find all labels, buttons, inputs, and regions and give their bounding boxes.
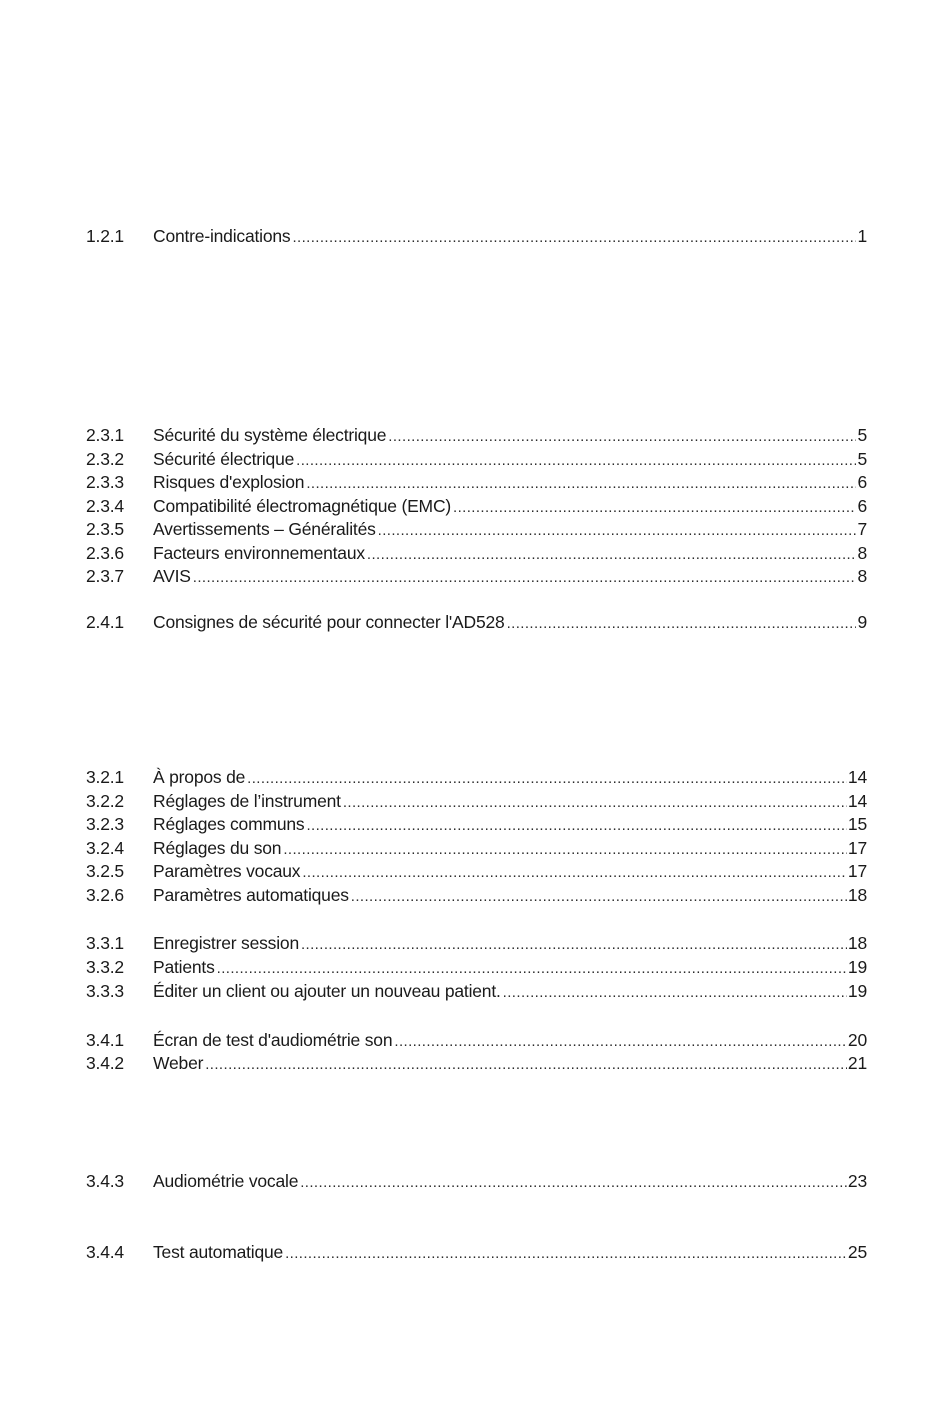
toc-entry-number: 3.3.2 — [86, 957, 124, 977]
toc-entry-number: 3.4.4 — [86, 1242, 124, 1262]
toc-entry-title: Avertissements – Généralités — [153, 519, 376, 539]
toc-entry-page: 23 — [847, 1171, 867, 1191]
dot-leader — [507, 613, 857, 635]
toc-entry-2-4-1[interactable] — [86, 611, 867, 633]
toc-entry-3-2-3[interactable] — [86, 813, 867, 835]
toc-entry-3-4-1[interactable] — [86, 1029, 867, 1051]
toc-entry-title: AVIS — [153, 566, 191, 586]
toc-entry-number: 3.2.1 — [86, 767, 124, 787]
toc-entry-page: 19 — [847, 981, 867, 1001]
toc-entry-3-4-4[interactable] — [86, 1241, 867, 1263]
toc-entry-page: 8 — [857, 566, 867, 586]
toc-entry-title: Paramètres vocaux — [153, 861, 301, 881]
dot-leader — [300, 1172, 847, 1194]
dot-leader — [343, 792, 847, 814]
toc-entry-page: 19 — [847, 957, 867, 977]
toc-entry-title: Consignes de sécurité pour connecter l'AD528 — [153, 612, 505, 632]
toc-entry-3-3-2[interactable] — [86, 956, 867, 978]
dot-leader — [217, 958, 847, 980]
dot-leader — [378, 520, 857, 542]
toc-entry-number: 3.2.5 — [86, 861, 124, 881]
dot-leader — [292, 227, 856, 249]
dot-leader — [283, 839, 847, 861]
toc-entry-number: 2.3.3 — [86, 472, 124, 492]
toc-entry-2-3-6[interactable] — [86, 542, 867, 564]
toc-entry-title: Test automatique — [153, 1242, 284, 1262]
toc-entry-page: 17 — [847, 838, 867, 858]
toc-entry-number: 2.3.7 — [86, 566, 124, 586]
toc-entry-page: 9 — [857, 612, 867, 632]
toc-entry-page: 18 — [847, 885, 867, 905]
toc-entry-title: Risques d'explosion — [153, 472, 305, 492]
toc-entry-page: 5 — [857, 425, 867, 445]
toc-entry-number: 3.2.4 — [86, 838, 124, 858]
toc-entry-title: À propos de — [153, 767, 246, 787]
toc-entry-number: 2.3.6 — [86, 543, 124, 563]
dot-leader — [205, 1054, 847, 1076]
toc-entry-number: 2.4.1 — [86, 612, 124, 632]
toc-entry-page: 18 — [847, 933, 867, 953]
toc-entry-title: Weber — [153, 1053, 204, 1073]
toc-entry-title: Éditer un client ou ajouter un nouveau patient. — [153, 981, 501, 1001]
toc-entry-number: 3.4.1 — [86, 1030, 124, 1050]
toc-entry-2-3-1[interactable] — [86, 424, 867, 446]
dot-leader — [388, 426, 856, 448]
toc-entry-3-3-3[interactable] — [86, 980, 867, 1002]
toc-entry-number: 2.3.5 — [86, 519, 124, 539]
dot-leader — [394, 1031, 847, 1053]
toc-entry-2-3-7[interactable] — [86, 565, 867, 587]
dot-leader — [247, 768, 847, 790]
toc-entry-2-3-5[interactable] — [86, 518, 867, 540]
toc-entry-page: 20 — [847, 1030, 867, 1050]
toc-entry-title: Facteurs environnementaux — [153, 543, 365, 563]
toc-entry-3-2-6[interactable] — [86, 884, 867, 906]
toc-entry-3-4-3[interactable] — [86, 1170, 867, 1192]
toc-entry-number: 3.2.3 — [86, 814, 124, 834]
toc-entry-title: Enregistrer session — [153, 933, 299, 953]
dot-leader — [367, 544, 857, 566]
toc-entry-number: 3.2.6 — [86, 885, 124, 905]
toc-entry-title: Réglages du son — [153, 838, 282, 858]
toc-entry-number: 2.3.4 — [86, 496, 124, 516]
toc-entry-title: Écran de test d'audiométrie son — [153, 1030, 393, 1050]
toc-entry-number: 2.3.1 — [86, 425, 124, 445]
dot-leader — [301, 934, 847, 956]
toc-entry-page: 21 — [847, 1053, 867, 1073]
toc-entry-title: Audiométrie vocale — [153, 1171, 299, 1191]
toc-entry-3-2-2[interactable] — [86, 790, 867, 812]
toc-entry-number: 1.2.1 — [86, 226, 124, 246]
toc-entry-3-4-2[interactable] — [86, 1052, 867, 1074]
toc-entry-2-3-2[interactable] — [86, 448, 867, 470]
toc-entry-page: 6 — [857, 496, 867, 516]
toc-entry-3-2-1[interactable] — [86, 766, 867, 788]
dot-leader — [306, 473, 856, 495]
toc-entry-title: Réglages de l’instrument — [153, 791, 341, 811]
toc-entry-title: Sécurité du système électrique — [153, 425, 387, 445]
toc-entry-page: 15 — [847, 814, 867, 834]
toc-entry-number: 3.4.2 — [86, 1053, 124, 1073]
dot-leader — [306, 815, 846, 837]
toc-entry-page: 1 — [857, 226, 867, 246]
toc-entry-page: 7 — [857, 519, 867, 539]
toc-entry-number: 2.3.2 — [86, 449, 124, 469]
toc-entry-number: 3.2.2 — [86, 791, 124, 811]
toc-entry-title: Sécurité électrique — [153, 449, 295, 469]
toc-entry-title: Compatibilité électromagnétique (EMC) — [153, 496, 452, 516]
toc-entry-1-2-1[interactable] — [86, 225, 867, 247]
dot-leader — [453, 497, 856, 519]
toc-entry-number: 3.3.3 — [86, 981, 124, 1001]
dot-leader — [193, 567, 857, 589]
toc-entry-page: 5 — [857, 449, 867, 469]
toc-entry-2-3-3[interactable] — [86, 471, 867, 493]
toc-entry-page: 25 — [847, 1242, 867, 1262]
toc-entry-page: 14 — [847, 767, 867, 787]
toc-entry-2-3-4[interactable] — [86, 495, 867, 517]
toc-entry-title: Paramètres automatiques — [153, 885, 349, 905]
toc-entry-title: Patients — [153, 957, 215, 977]
dot-leader — [285, 1243, 847, 1265]
toc-entry-page: 14 — [847, 791, 867, 811]
dot-leader — [296, 450, 856, 472]
toc-entry-title: Réglages communs — [153, 814, 305, 834]
toc-entry-number: 3.3.1 — [86, 933, 124, 953]
dot-leader — [351, 886, 847, 908]
dot-leader — [302, 862, 847, 884]
toc-entry-page: 6 — [857, 472, 867, 492]
toc-entry-page: 17 — [847, 861, 867, 881]
toc-entry-3-2-4[interactable] — [86, 837, 867, 859]
toc-entry-page: 8 — [857, 543, 867, 563]
toc-entry-title: Contre-indications — [153, 226, 291, 246]
toc-entry-number: 3.4.3 — [86, 1171, 124, 1191]
dot-leader — [503, 982, 847, 1004]
toc-entry-3-3-1[interactable] — [86, 932, 867, 954]
toc-entry-3-2-5[interactable] — [86, 860, 867, 882]
